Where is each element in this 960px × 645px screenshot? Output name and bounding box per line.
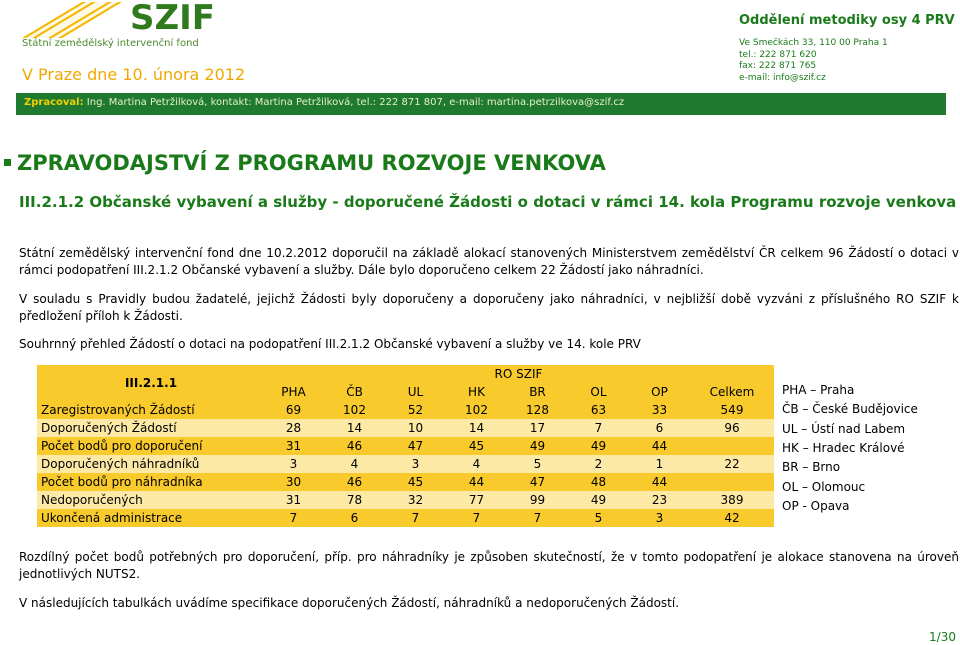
table-cell: 5	[568, 509, 629, 527]
paragraph-following: V následujících tabulkách uvádíme specifikace doporučených Žádostí, náhradníků a nedoporučených Žádostí.	[19, 596, 680, 610]
table-cell: 31	[263, 491, 324, 509]
table-cell: 69	[263, 401, 324, 419]
legend-item: UL – Ústí nad Labem	[782, 421, 906, 436]
column-header: HK	[446, 383, 507, 401]
table-cell	[690, 473, 774, 491]
legend-item: PHA – Praha	[782, 383, 855, 397]
column-header: PHA	[263, 383, 324, 401]
paragraph-summary-caption: Souhrnný přehled Žádostí o dotaci na podopatření III.2.1.2 Občanské vybavení a služby ve 14. kole PRV	[19, 337, 641, 351]
email: e-mail: info@szif.cz	[739, 72, 826, 83]
table-cell: 549	[690, 401, 774, 419]
department-title: Oddělení metodiky osy 4 PRV	[739, 13, 955, 28]
paragraph-intro: Státní zemědělský intervenční fond dne 10.2.2012 doporučil na základě alokací stanovených Ministerstvem zemědělství ČR celkem 96 Žádostí o dotaci v rámci podopatření III.2.1.2 Občanské vybavení a služby. Dále bylo doporučeno celkem 22 Žádostí jako náhradníci.	[19, 246, 959, 277]
author-banner	[16, 93, 946, 115]
table-cell: 42	[690, 509, 774, 527]
table-cell: 4	[446, 455, 507, 473]
article-heading: III.2.1.2 Občanské vybavení a služby - doporučené Žádosti o dotaci v rámci 14. kola Programu rozvoje venkova	[19, 193, 957, 211]
table-row	[37, 473, 774, 491]
section-title	[4, 151, 606, 175]
legend-item: BR – Brno	[782, 460, 841, 475]
row-label: Ukončená administrace	[37, 509, 263, 527]
contact-block	[739, 38, 888, 84]
column-header: OP	[629, 383, 690, 401]
table-group-header: RO SZIF	[263, 365, 774, 383]
table-cell	[690, 437, 774, 455]
table-cell: 2	[568, 455, 629, 473]
logo-text: SZIF	[130, 0, 216, 38]
page-number: 1/30	[929, 630, 956, 644]
table-cell: 63	[568, 401, 629, 419]
table-cell: 23	[629, 491, 690, 509]
table-header-row	[37, 365, 774, 383]
table-cell: 77	[446, 491, 507, 509]
table-cell: 22	[690, 455, 774, 473]
phone: tel.: 222 871 620	[739, 49, 817, 60]
legend-item: OL – Olomouc	[782, 479, 866, 494]
legend-item: ČB – České Budějovice	[782, 402, 918, 417]
table-cell: 14	[324, 419, 385, 437]
fax: fax: 222 871 765	[739, 61, 817, 71]
table-row	[37, 491, 774, 509]
table-cell: 96	[690, 419, 774, 437]
table-cell: 3	[385, 455, 446, 473]
table-row	[37, 509, 774, 527]
column-header: BR	[507, 383, 568, 401]
wheat-stripes-icon	[22, 2, 122, 38]
table-cell: 7	[446, 509, 507, 527]
banner-label: Zpracoval:	[24, 97, 84, 108]
table-cell: 49	[507, 437, 568, 455]
row-label: Zaregistrovaných Žádostí	[37, 401, 263, 419]
table-cell: 99	[507, 491, 568, 509]
table-cell: 7	[263, 509, 324, 527]
section-title-text: ZPRAVODAJSTVÍ Z PROGRAMU ROZVOJE VENKOVA	[17, 151, 606, 175]
table-cell: 33	[629, 401, 690, 419]
legend-item: OP - Opava	[782, 498, 850, 513]
table-cell: 3	[629, 509, 690, 527]
row-label: Počet bodů pro doporučení	[37, 437, 263, 455]
table-cell: 10	[385, 419, 446, 437]
table-cell: 102	[446, 401, 507, 419]
table-cell: 49	[568, 491, 629, 509]
row-label: Nedoporučených	[37, 491, 263, 509]
table-cell: 44	[629, 437, 690, 455]
paragraph-points-note: Rozdílný počet bodů potřebných pro doporučení, příp. pro náhradníky je způsoben skutečností, že v tomto podopatření je alokace stanovena na úroveň jednotlivých NUTS2.	[19, 550, 959, 581]
legend-item: HK – Hradec Králové	[782, 440, 905, 455]
column-header: OL	[568, 383, 629, 401]
table-cell: 78	[324, 491, 385, 509]
table-cell: 48	[568, 473, 629, 491]
document-date: V Praze dne 10. února 2012	[22, 65, 246, 84]
paragraph-rules: V souladu s Pravidly budou žadatelé, jejichž Žádosti byly doporučeny a doporučeny jako náhradníci, v nejbližší době vyzváni z příslušného RO SZIF k předložení příloh k Žádosti.	[19, 292, 959, 323]
summary-table	[37, 365, 774, 527]
table-cell: 28	[263, 419, 324, 437]
table-row	[37, 419, 774, 437]
table-cell: 44	[629, 473, 690, 491]
table-cell: 7	[385, 509, 446, 527]
row-label: Doporučených náhradníků	[37, 455, 263, 473]
table-cell: 47	[385, 437, 446, 455]
row-label: Doporučených Žádostí	[37, 419, 263, 437]
table-cell: 32	[385, 491, 446, 509]
table-cell: 49	[568, 437, 629, 455]
table-cell: 47	[507, 473, 568, 491]
table-cell: 128	[507, 401, 568, 419]
table-row	[37, 401, 774, 419]
column-header: UL	[385, 383, 446, 401]
table-corner: III.2.1.1	[37, 365, 263, 401]
table-cell: 45	[446, 437, 507, 455]
table-cell: 46	[324, 437, 385, 455]
bullet-icon	[4, 159, 11, 166]
table-cell: 389	[690, 491, 774, 509]
table-cell: 6	[324, 509, 385, 527]
table-cell: 6	[629, 419, 690, 437]
table-cell: 5	[507, 455, 568, 473]
table-row	[37, 437, 774, 455]
table-cell: 4	[324, 455, 385, 473]
table-cell: 3	[263, 455, 324, 473]
table-cell: 30	[263, 473, 324, 491]
logo-subtitle: Státní zemědělský intervenční fond	[22, 38, 199, 49]
table-cell: 102	[324, 401, 385, 419]
table-cell: 46	[324, 473, 385, 491]
table-cell: 14	[446, 419, 507, 437]
address: Ve Smečkách 33, 110 00 Praha 1	[739, 38, 888, 48]
table-cell: 45	[385, 473, 446, 491]
szif-logo	[22, 2, 222, 62]
table-cell: 1	[629, 455, 690, 473]
table-cell: 7	[568, 419, 629, 437]
table-cell: 31	[263, 437, 324, 455]
table-cell: 44	[446, 473, 507, 491]
author-banner-text	[24, 97, 624, 108]
row-label: Počet bodů pro náhradníka	[37, 473, 263, 491]
column-header: Celkem	[690, 383, 774, 401]
column-header: ČB	[324, 383, 385, 401]
banner-author: Ing. Martina Petržilková, kontakt: Martina Petržilková, tel.: 222 871 807, e-mail: martina.petrzilkova@szif.cz	[86, 97, 625, 108]
table-cell: 17	[507, 419, 568, 437]
table-row	[37, 455, 774, 473]
table-cell: 52	[385, 401, 446, 419]
table-cell: 7	[507, 509, 568, 527]
